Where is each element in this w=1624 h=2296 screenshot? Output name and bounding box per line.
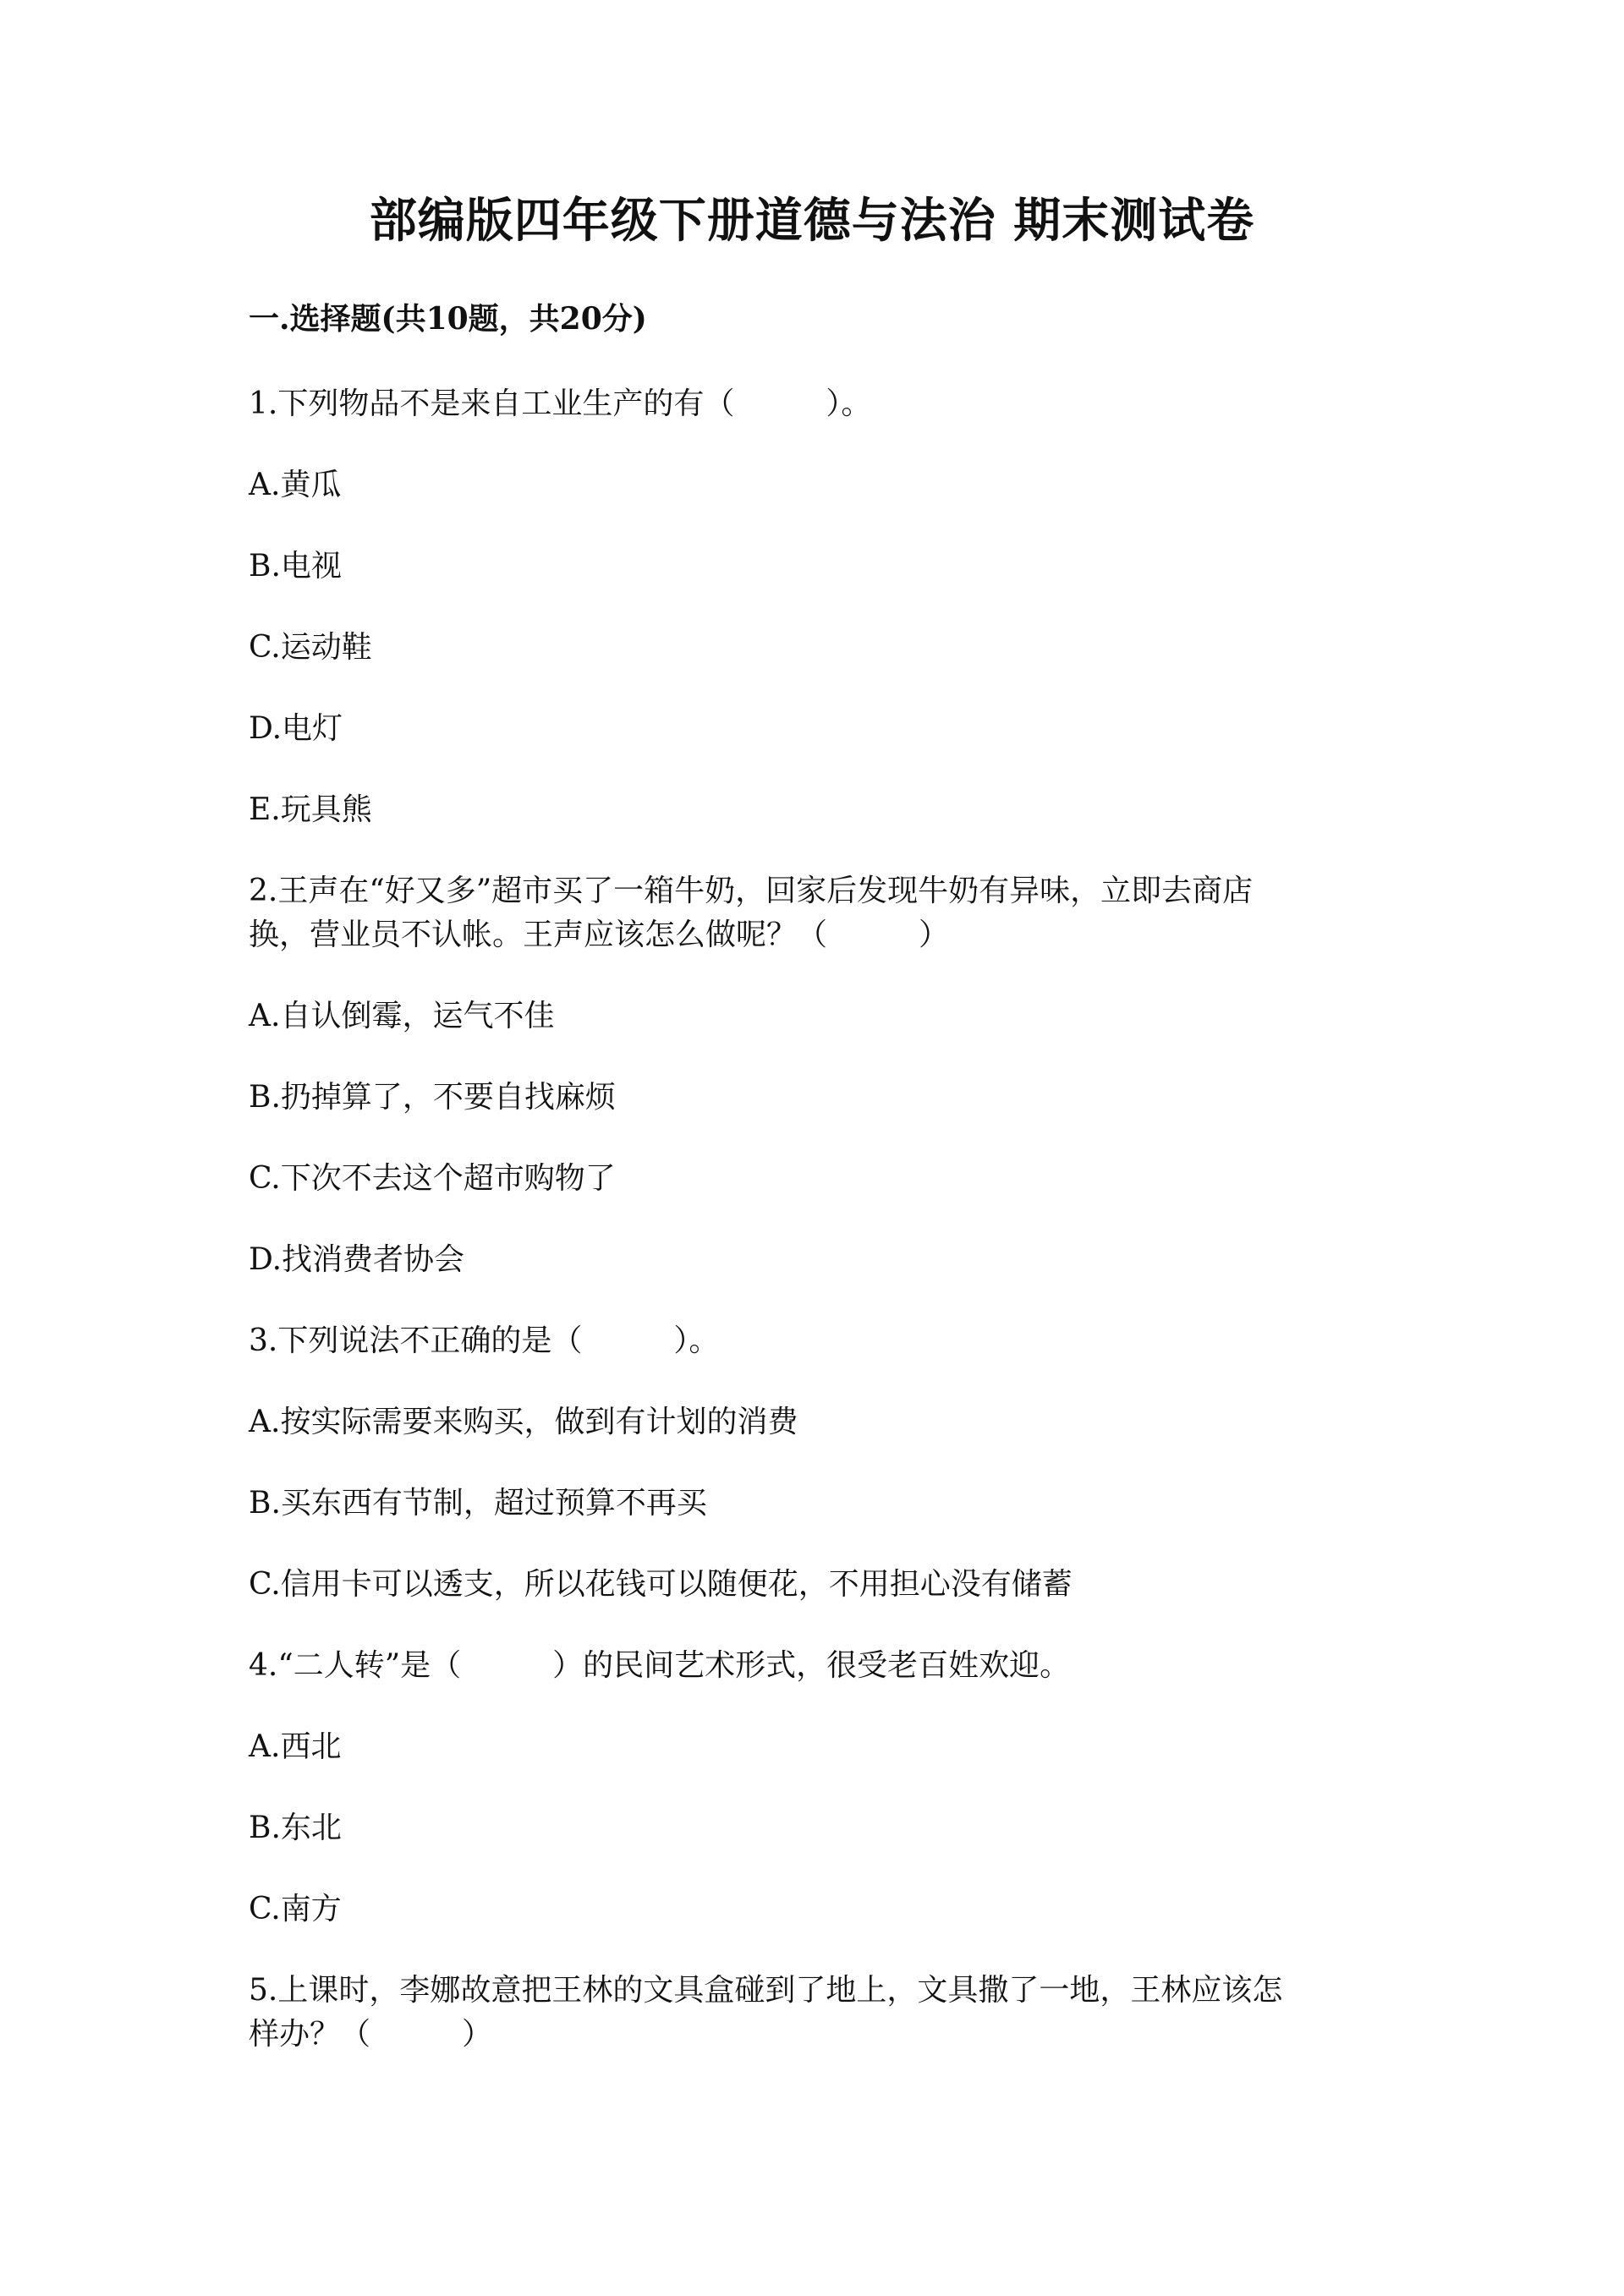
question-3-stem: 3.下列说法不正确的是（ ）。 [249,1323,720,1358]
question-1-option-e: E.玩具熊 [249,792,372,827]
question-2-stem-line-1: 2.王声在“好又多”超市买了一箱牛奶，回家后发现牛奶有异味，立即去商店 [249,874,1254,908]
question-1-option-d: D.电灯 [249,711,343,746]
question-1-option-b: B.电视 [249,549,342,584]
question-1-stem: 1.下列物品不是来自工业生产的有（ ）。 [249,386,872,421]
question-2-option-a: A.自认倒霉，运气不佳 [249,999,555,1033]
question-5-stem-line-1: 5.上课时，李娜故意把王林的文具盒碰到了地上，文具撒了一地，王林应该怎 [249,1973,1283,2008]
question-5-stem-line-2: 样办？（ ） [249,2017,493,2052]
question-3-option-b: B.买东西有节制，超过预算不再买 [249,1486,707,1521]
section-heading: 一.选择题(共10题，共20分) [249,301,647,337]
question-2-option-c: C.下次不去这个超市购物了 [249,1161,616,1196]
question-4-option-b: B.东北 [249,1811,342,1845]
question-4-stem: 4.“二人转”是（ ）的民间艺术形式，很受老百姓欢迎。 [249,1648,1071,1683]
question-2-option-b: B.扔掉算了，不要自找麻烦 [249,1080,616,1115]
question-1-option-a: A.黄瓜 [249,468,342,502]
question-3-option-a: A.按实际需要来购买，做到有计划的消费 [249,1405,798,1439]
page-title: 部编版四年级下册道德与法治 期末测试卷 [369,193,1255,249]
question-4-option-a: A.西北 [249,1729,342,1764]
question-3-option-c: C.信用卡可以透支，所以花钱可以随便花，不用担心没有储蓄 [249,1567,1073,1602]
question-4-option-c: C.南方 [249,1892,342,1926]
question-2-option-d: D.找消费者协会 [249,1242,465,1277]
question-1-option-c: C.运动鞋 [249,630,372,665]
question-2-stem-line-2: 换，营业员不认帐。王声应该怎么做呢？（ ） [249,918,950,952]
